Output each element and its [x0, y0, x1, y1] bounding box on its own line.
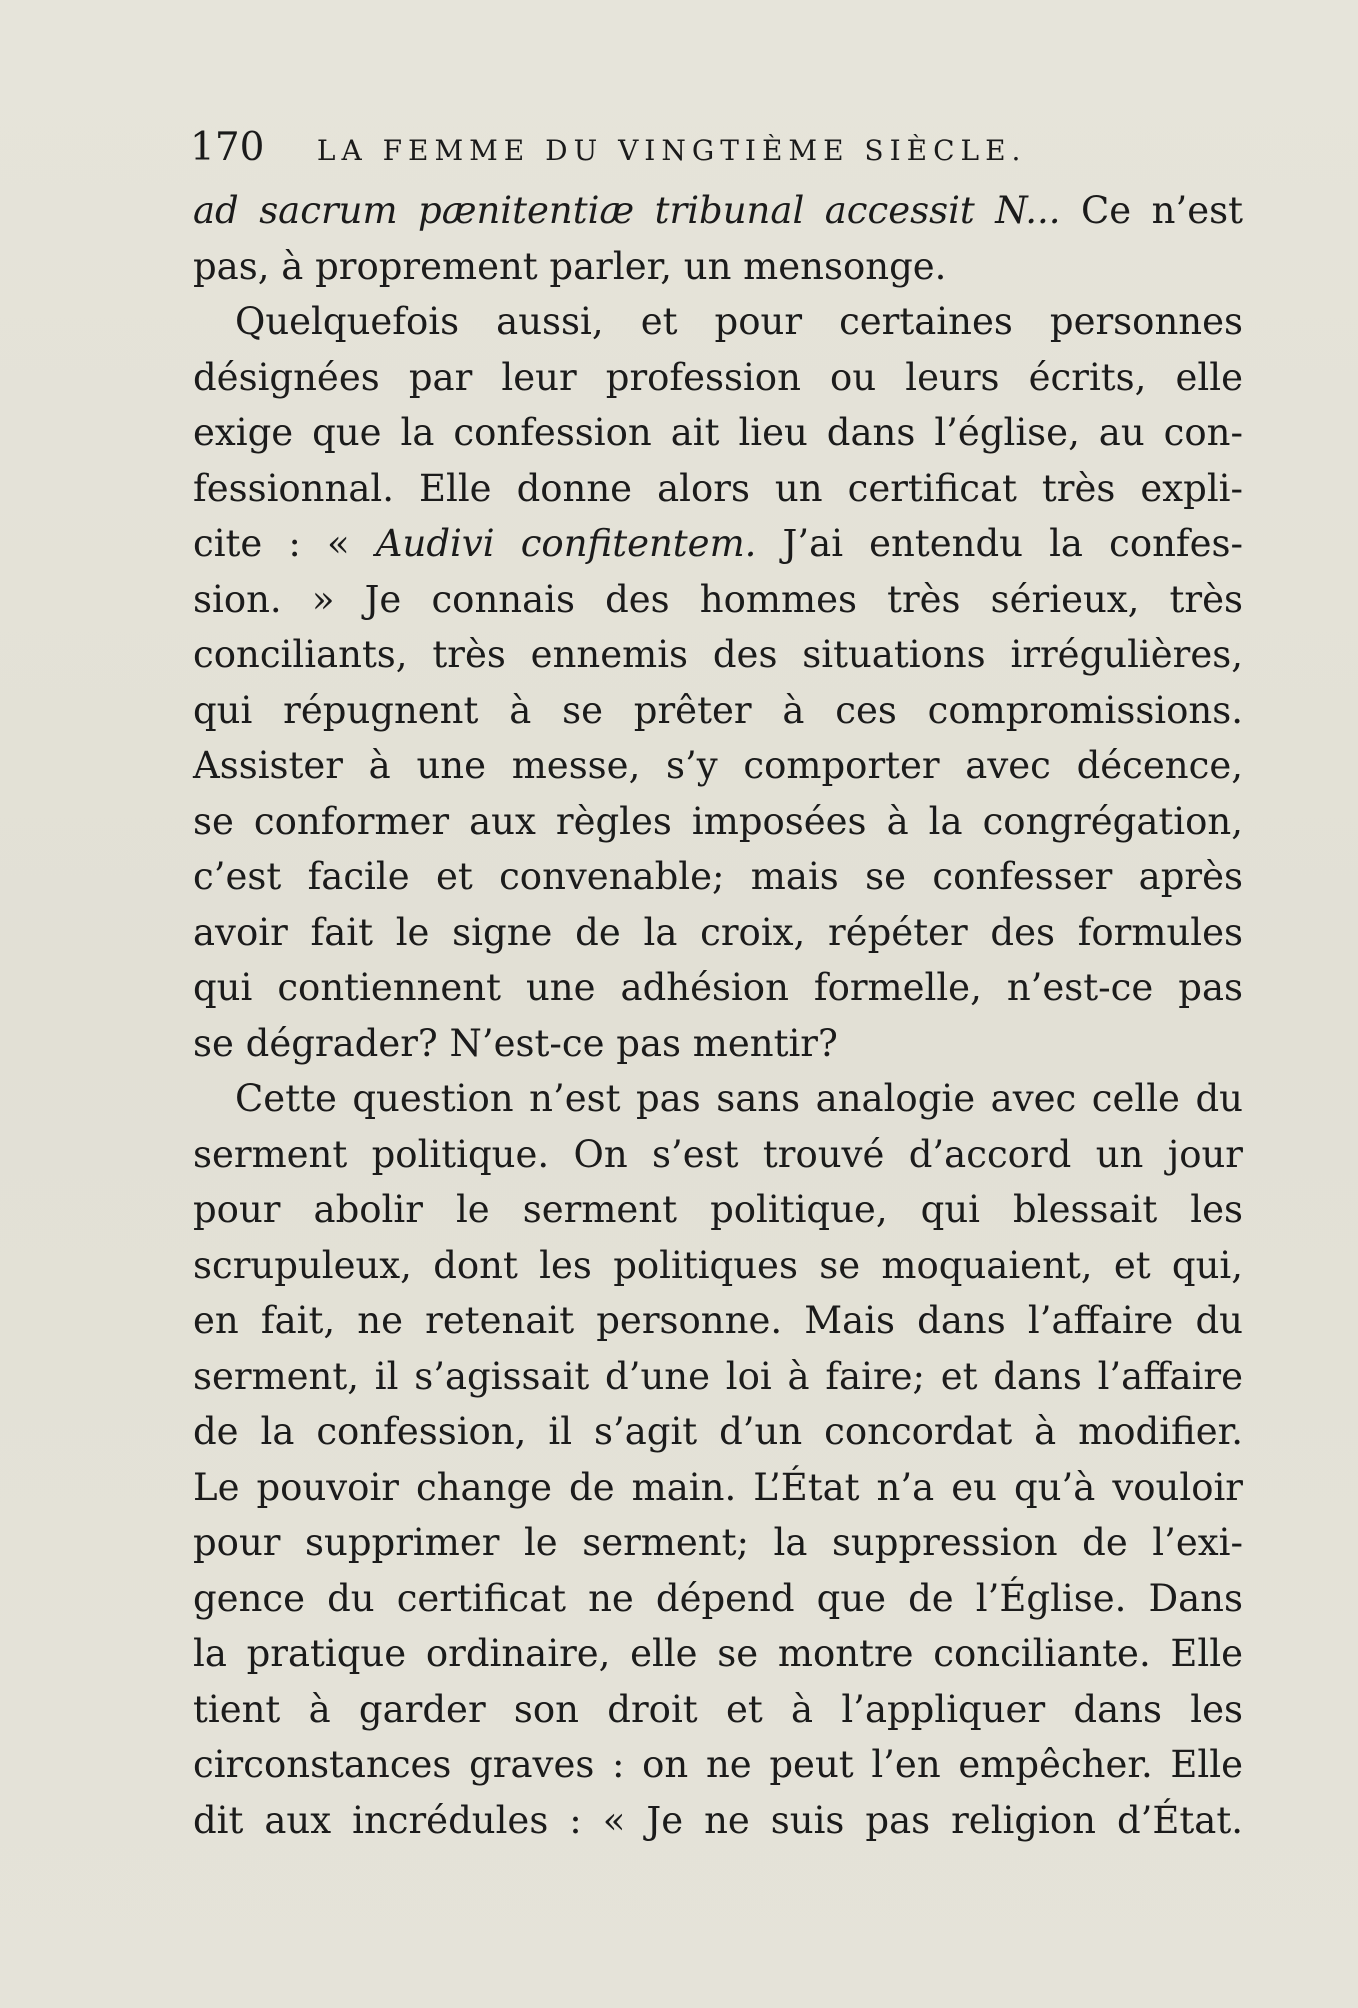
- italic-text: Audivi confitentem.: [375, 522, 757, 565]
- text-segment: Quelquefois aussi, et pour certaines personnes: [235, 300, 1243, 343]
- text-segment: exige que la confession ait lieu dans l’église, au con-: [193, 411, 1243, 454]
- text-line: [193, 683, 1243, 739]
- text-line: [193, 1349, 1243, 1405]
- page-header: [190, 118, 1250, 178]
- text-segment: gence du certificat ne dépend que de l’Église. Dans: [193, 1576, 1243, 1620]
- text-line: [193, 960, 1243, 1016]
- text-line: [193, 572, 1243, 628]
- text-segment: qui répugnent à se prêter à ces compromissions.: [193, 688, 1243, 732]
- text-segment: se conformer aux règles imposées à la congrégation,: [193, 799, 1243, 843]
- running-title: LA FEMME DU VINGTIÈME SIÈCLE.: [316, 134, 1027, 167]
- body-text: [193, 183, 1243, 1848]
- text-line: [193, 1793, 1243, 1849]
- text-segment: scrupuleux, dont les politiques se moquaient, et qui,: [193, 1243, 1243, 1287]
- text-segment: qui contiennent une adhésion formelle, n’est-ce pas: [193, 966, 1243, 1009]
- text-line: [193, 183, 1243, 239]
- text-line: [193, 405, 1243, 461]
- text-segment: pas, à proprement parler, un mensonge.: [193, 244, 947, 288]
- text-line: [193, 905, 1243, 961]
- text-line: [193, 1571, 1243, 1627]
- text-line: [193, 1737, 1243, 1793]
- text-line: [193, 738, 1243, 794]
- text-segment: pour supprimer le serment; la suppression de l’exi-: [193, 1521, 1243, 1564]
- text-segment: avoir fait le signe de la croix, répéter des formules: [193, 910, 1243, 954]
- text-line: [193, 794, 1243, 850]
- text-segment: Cette question n’est pas sans analogie avec celle du: [235, 1077, 1243, 1120]
- text-segment: c’est facile et convenable; mais se confesser après: [193, 855, 1243, 898]
- text-segment: fessionnal. Elle donne alors un certificat très expli-: [193, 466, 1243, 510]
- text-line: [193, 1016, 1243, 1072]
- text-line: [193, 1293, 1243, 1349]
- text-segment: serment, il s’agissait d’une loi à faire; et dans l’affaire: [193, 1354, 1243, 1398]
- text-line: [193, 1515, 1243, 1571]
- text-segment: Ce n’est: [1060, 189, 1243, 232]
- text-segment: se dégrader? N’est-ce pas mentir?: [193, 1021, 838, 1065]
- text-segment: dit aux incrédules : « Je ne suis pas religion d’État.: [193, 1798, 1243, 1842]
- text-segment: désignées par leur profession ou leurs écrits, elle: [193, 355, 1243, 399]
- text-line: [193, 1182, 1243, 1238]
- text-segment: circonstances graves : on ne peut l’en empêcher. Elle: [193, 1743, 1243, 1786]
- text-line: [193, 461, 1243, 517]
- text-line: [193, 1071, 1243, 1127]
- text-segment: Le pouvoir change de main. L’État n’a eu qu’à vouloir: [193, 1465, 1243, 1509]
- text-line: [193, 1626, 1243, 1682]
- text-segment: en fait, ne retenait personne. Mais dans l’affaire du: [193, 1299, 1243, 1342]
- text-segment: la pratique ordinaire, elle se montre conciliante. Elle: [193, 1632, 1243, 1675]
- text-segment: Assister à une messe, s’y comporter avec décence,: [193, 744, 1243, 787]
- text-line: [193, 1682, 1243, 1738]
- text-line: [193, 294, 1243, 350]
- text-line: [193, 627, 1243, 683]
- text-line: [193, 849, 1243, 905]
- text-segment: conciliants, très ennemis des situations irrégulières,: [193, 633, 1243, 676]
- text-segment: cite : «: [193, 522, 376, 565]
- italic-text: ad sacrum pænitentiæ tribunal accessit N...: [193, 189, 1061, 232]
- text-segment: pour abolir le serment politique, qui blessait les: [193, 1188, 1243, 1231]
- text-line: [193, 350, 1243, 406]
- text-line: [193, 1460, 1243, 1516]
- text-line: [193, 239, 1243, 295]
- text-line: [193, 1127, 1243, 1183]
- text-segment: tient à garder son droit et à l’appliquer dans les: [193, 1687, 1243, 1731]
- text-segment: de la confession, il s’agit d’un concordat à modifier.: [193, 1410, 1243, 1453]
- text-line: [193, 1238, 1243, 1294]
- text-segment: sion. » Je connais des hommes très sérieux, très: [193, 577, 1243, 621]
- text-line: [193, 1404, 1243, 1460]
- text-line: [193, 516, 1243, 572]
- page-number: 170: [190, 125, 265, 170]
- text-segment: J’ai entendu la confes-: [756, 522, 1244, 565]
- text-segment: serment politique. On s’est trouvé d’accord un jour: [193, 1132, 1243, 1176]
